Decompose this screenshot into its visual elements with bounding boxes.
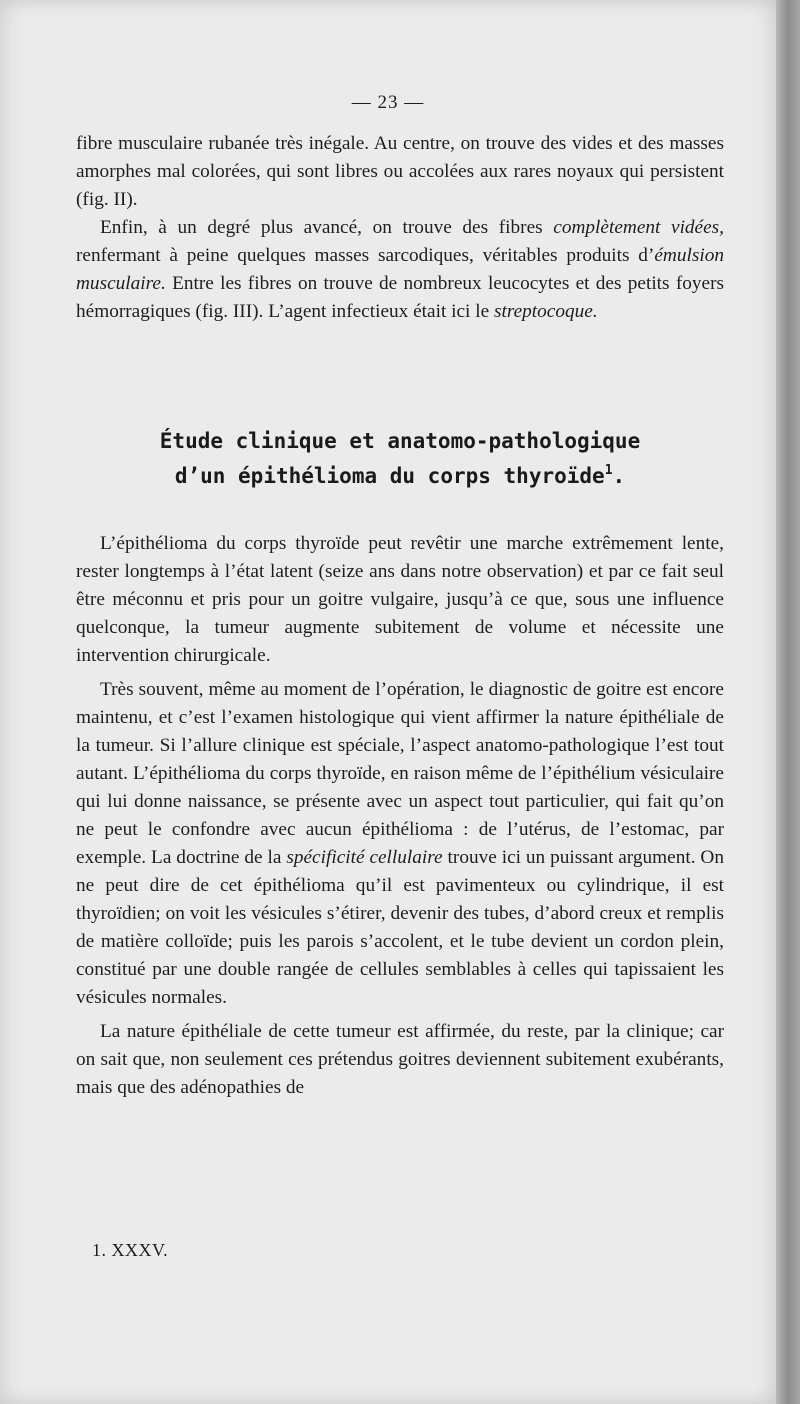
heading-line-2-end: . <box>612 464 626 488</box>
section-heading <box>76 424 724 494</box>
paragraph-3: L’épithélioma du corps thyroïde peut revêtir une marche extrêmement lente, rester longtemps à l’état latent (seize ans dans notre observation) et par ce fait seul être méconnu et pris pour un goitre vulgaire, jusqu’à ce que, sous une influence quelconque, la tumeur augmente subitement de volume et nécessite une intervention chirurgicale. <box>76 533 724 666</box>
heading-line-2 <box>76 459 724 494</box>
page-number: — 23 — <box>351 92 425 113</box>
paragraph-4-text-1: Très souvent, même au moment de l’opération, le diagnostic de goitre est encore maintenu, et c’est l’examen histologique qui vient affirmer la nature épithéliale de la tumeur. Si l’allure clinique est spéciale, l’aspect anatomo-pathologique l’est tout autant. L’épithélioma du corps thyroïde, en raison même de l’épithélium vésiculaire qui lui donne naissance, se présente avec un aspect tout particulier, qui fait qu’on ne peut le confondre avec aucun épithélioma : de l’utérus, de l’estomac, par exemple. La doctrine de la <box>76 679 724 868</box>
paragraph-2-italic-1: complètement vidées, <box>553 217 725 238</box>
paragraph-4-text-2: trouve ici un puissant argument. On ne peut dire de cet épithélioma qu’il est pavimenteux ou cylindrique, il est thyroïdien; on voit les vésicules s’étirer, devenir des tubes, d’abord creux et remplis de matière colloïde; puis les parois s’accolent, et le tube devient un cordon plein, constitué par une double rangée de cellules semblables à celles qui tapissaient les vésicules normales. <box>76 847 725 1008</box>
footnote: 1. XXXV. <box>92 1240 169 1260</box>
paragraph-2-text-3: Entre les fibres on trouve de nombreux leucocytes et des petits foyers hémorragiques (fig. III). L’agent infectieux était ici le <box>76 273 724 322</box>
paragraph-2-italic-3: streptocoque. <box>493 301 598 322</box>
paragraph-2 <box>76 214 724 326</box>
paragraph-4-italic-1: spécificité cellulaire <box>286 847 443 868</box>
heading-line-2-text: d’un épithélioma du corps thyroïde <box>174 464 605 488</box>
paragraph-2-italic-2: émulsion musculaire. <box>76 245 724 294</box>
page-edge-shadow <box>776 0 800 1404</box>
paragraph-1: fibre musculaire rubanée très inégale. Au centre, on trouve des vides et des masses amorphes mal colorées, qui sont libres ou accolées aux rares noyaux qui persistent (fig. II). <box>76 133 724 210</box>
text-block-top <box>76 130 724 326</box>
text-block-main <box>76 530 724 1102</box>
paragraph-2-text-1: Enfin, à un degré plus avancé, on trouve des fibres <box>100 217 554 238</box>
footnote-marker: 1 <box>604 463 613 478</box>
heading-line-1: Étude clinique et anatomo-pathologique <box>159 429 641 453</box>
paragraph-2-text-2: renfermant à peine quelques masses sarcodiques, véritables produits d’ <box>76 245 655 266</box>
paragraph-4 <box>76 676 724 1012</box>
paragraph-5: La nature épithéliale de cette tumeur est affirmée, du reste, par la clinique; car on sait que, non seulement ces prétendus goitres deviennent subitement exubérants, mais que des adénopathies de <box>76 1021 724 1098</box>
